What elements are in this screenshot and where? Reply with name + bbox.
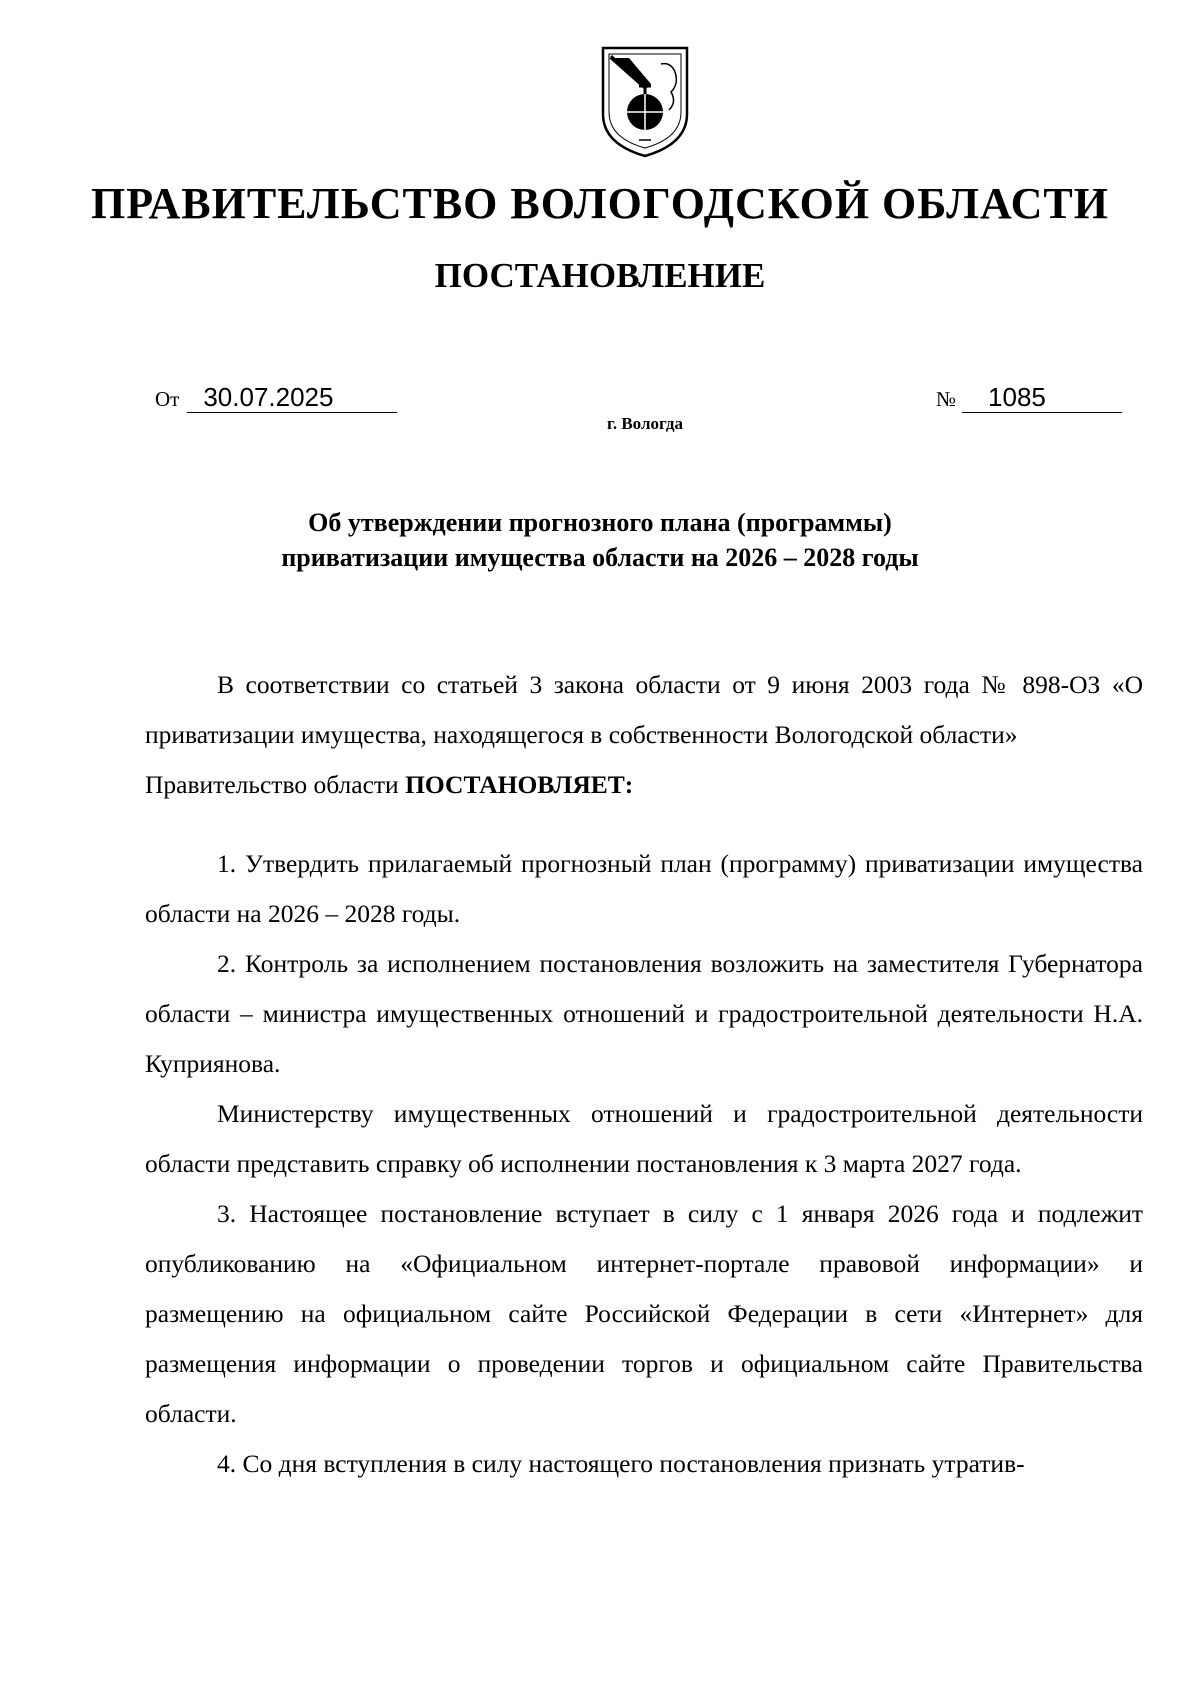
number-prefix: №	[936, 387, 957, 411]
item-3-paragraph: 3. Настоящее постановление вступает в силу с 1 января 2026 года и подлежит опубликованию на «Официальном интернет-портале правовой информации» и размещению на официальном сайте Российской Федерации в сети «Интернет» для размещения информации о проведении торгов и официальном сайте Правительства области.	[145, 1199, 1143, 1428]
government-title: ПРАВИТЕЛЬСТВО ВОЛОГОДСКОЙ ОБЛАСТИ	[91, 179, 1109, 228]
document-type-heading: ПОСТАНОВЛЕНИЕ	[434, 256, 766, 295]
item-2b-paragraph: Министерству имущественных отношений и градостроительной деятельности области представить справку об исполнении постановления к 3 марта 2027 года.	[145, 1099, 1143, 1178]
vologda-oblast-coat-of-arms-icon	[599, 44, 691, 160]
number-field	[936, 382, 1122, 413]
item-2-paragraph: 2. Контроль за исполнением постановления возложить на заместителя Губернатора области – министра имущественных отношений и градостроительной деятельности Н.А. Куприянова.	[145, 949, 1143, 1078]
item-4-paragraph: 4. Со дня вступления в силу настоящего постановления признать утратив-	[217, 1449, 1025, 1478]
subject-line-2: приватизации имущества области на 2026 – 2028 годы	[281, 543, 919, 572]
resolve-prefix: Правительство области	[145, 770, 399, 799]
subject-line-1: Об утверждении прогнозного плана (программы)	[308, 508, 892, 537]
number-value: 1085	[962, 382, 1122, 413]
item-1-paragraph: 1. Утвердить прилагаемый прогнозный план (программу) приватизации имущества области на 2026 – 2028 годы.	[145, 849, 1143, 928]
date-field	[155, 382, 397, 413]
date-prefix: От	[155, 387, 180, 411]
resolve-word: ПОСТАНОВЛЯЕТ:	[405, 770, 634, 799]
preamble-paragraph: В соответствии со статьей 3 закона области от 9 июня 2003 года № 898-ОЗ «О приватизации имущества, находящегося в собственности Вологодской области»	[145, 670, 1143, 749]
date-value: 30.07.2025	[187, 382, 397, 413]
document-body	[145, 660, 1143, 1489]
city-label: г. Вологда	[607, 414, 683, 433]
document-subject	[0, 505, 1200, 575]
resolve-paragraph	[145, 760, 1143, 810]
